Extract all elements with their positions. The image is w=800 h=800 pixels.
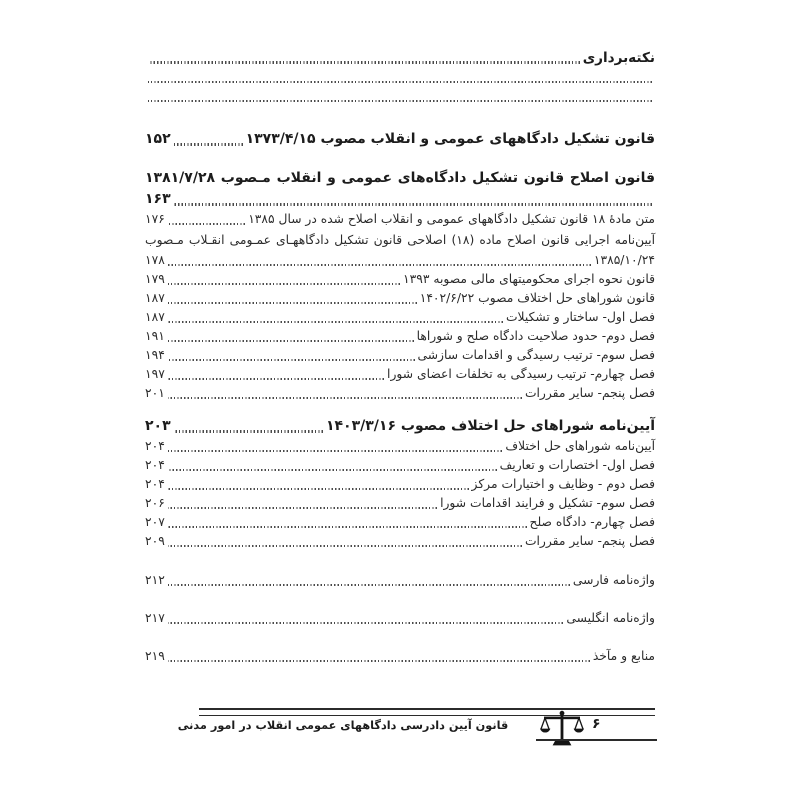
- toc-entry-label: فصل پنجم- سایر مقررات: [524, 386, 655, 400]
- toc-entry-label: منابع و مآخذ: [592, 649, 655, 663]
- toc-page-number: ۲۰۴: [145, 458, 165, 472]
- toc-entry-label: قانون تشکیل دادگاههای عمومی و انقلاب مصوب ۱۳۷۳/۴/۱۵: [245, 131, 655, 147]
- dot-leader: [148, 61, 580, 63]
- toc-entry-label: آیین‌نامه شوراهای حل اختلاف: [505, 439, 655, 453]
- toc-section-glossary-english: [145, 609, 655, 628]
- toc-page-number: ۲۰۹: [145, 534, 165, 548]
- toc-entry: [145, 48, 655, 68]
- toc-section-sources: [145, 647, 655, 666]
- toc-entry: [145, 308, 655, 327]
- footer-underline: [536, 739, 657, 741]
- toc-entry-label: فصل دوم- حدود صلاحیت دادگاه صلح و شوراها: [416, 329, 655, 343]
- dot-leader: [168, 545, 522, 547]
- toc-page-number: ۱۹۴: [145, 348, 165, 362]
- toc-page-number: ۱۷۶: [145, 212, 165, 226]
- dot-leader: [168, 397, 522, 399]
- toc-page-number: ۲۰۶: [145, 496, 165, 510]
- toc-entry: [145, 513, 655, 532]
- dot-leader: [168, 302, 417, 304]
- toc-entry: [145, 437, 655, 456]
- toc-dotted-line: [145, 68, 655, 87]
- toc-dotted-line: [145, 87, 655, 106]
- toc-entry-textline: قانون اصلاح قانون تشکیل دادگاه‌های عمومی و انقلاب مـصوب ۱۳۸۱/۷/۲۸: [145, 170, 655, 186]
- toc-page-number: ۲۱۲: [145, 573, 165, 587]
- dot-leader: [168, 321, 503, 323]
- dot-leader: [168, 622, 564, 624]
- toc-entry-label: فصل سوم- تشکیل و فرایند اقدامات شورا: [440, 496, 655, 510]
- toc-entry: [145, 365, 655, 384]
- toc-section-notes: [145, 48, 655, 106]
- toc-page-number: ۲۰۱: [145, 386, 165, 400]
- toc-page-number: ۱۵۲: [145, 131, 171, 147]
- toc-entry: [145, 384, 655, 403]
- toc-entry-label: فصل چهارم- دادگاه صلح: [529, 515, 655, 529]
- toc-page-number: ۱۸۷: [145, 291, 165, 305]
- toc-page-number: ۲۰۷: [145, 515, 165, 529]
- toc-entry: [145, 210, 655, 229]
- toc-entry-label: فصل سوم- ترتیب رسیدگی و اقدامات سازشی: [417, 348, 655, 362]
- toc-entry: [145, 129, 655, 150]
- table-of-contents: [145, 48, 655, 666]
- toc-page-number: ۱۹۷: [145, 367, 165, 381]
- toc-entry-label: نکته‌برداری: [582, 50, 655, 66]
- toc-entry: [145, 475, 655, 494]
- toc-page-number: ۱۸۷: [145, 310, 165, 324]
- dot-leader: [168, 264, 591, 266]
- toc-page-number: ۱۷۸: [145, 253, 165, 267]
- footer-rule: [199, 708, 655, 716]
- dot-leader: [148, 100, 652, 102]
- toc-page-number: ۱۶۳: [145, 191, 171, 207]
- dot-leader: [168, 378, 384, 380]
- footer-page-number: ۶: [592, 716, 601, 732]
- toc-entry-label: فصل چهارم- ترتیب رسیدگی به تخلفات اعضای شورا: [387, 367, 655, 381]
- toc-entry-label: واژه‌نامه انگلیسی: [566, 611, 655, 625]
- toc-entry: [145, 571, 655, 590]
- scales-of-justice-icon: [540, 710, 584, 748]
- toc-entry: [145, 609, 655, 628]
- dot-leader: [168, 223, 245, 225]
- toc-entry: [145, 416, 655, 437]
- toc-page-number: ۱۹۱: [145, 329, 165, 343]
- toc-page-number: ۲۰۴: [145, 439, 165, 453]
- dot-leader: [168, 526, 527, 528]
- toc-page-number: ۲۰۳: [145, 418, 171, 434]
- toc-entry-label: آیین‌نامه شوراهای حل اختلاف مصوب ۱۴۰۳/۳/۱۶: [325, 418, 655, 434]
- toc-entry-label: قانون شوراهای حل اختلاف مصوب ۱۴۰۲/۶/۲۲: [419, 291, 655, 305]
- toc-entry-label: واژه‌نامه فارسی: [572, 573, 655, 587]
- dot-leader: [168, 660, 590, 662]
- toc-section-glossary-persian: [145, 571, 655, 590]
- toc-entry-label: فصل دوم - وظایف و اختیارات مرکز: [471, 477, 655, 491]
- dot-leader: [174, 430, 323, 432]
- toc-page-number: ۲۱۹: [145, 649, 165, 663]
- toc-entry-label: ۱۳۸۵/۱۰/۲۴: [593, 253, 655, 267]
- toc-entry: [145, 270, 655, 289]
- footer-book-title: قانون آیین دادرسی دادگاههای عمومی انقلاب در امور مدنی: [177, 719, 509, 732]
- toc-entry: [145, 647, 655, 666]
- toc-page-number: ۲۰۴: [145, 477, 165, 491]
- toc-entry: [145, 251, 655, 270]
- dot-leader: [168, 340, 414, 342]
- dot-leader: [174, 143, 243, 145]
- dot-leader: [168, 450, 503, 452]
- toc-entry: [145, 327, 655, 346]
- toc-entry-label: فصل اول- اختصارات و تعاریف: [499, 458, 655, 472]
- toc-page-number: ۲۱۷: [145, 611, 165, 625]
- dot-leader: [168, 283, 400, 285]
- toc-entry-label: قانون نحوه اجرای محکومیتهای مالی مصوبه ۱۳۹۳: [403, 272, 655, 286]
- toc-entry: [145, 189, 655, 210]
- toc-entry: [145, 494, 655, 513]
- toc-entry-textline: آیین‌نامه اجرایی قانون اصلاح ماده (۱۸) اصلاحی قانون تشکیل دادگاههـای عمـومی انقـلاب مـصوب: [145, 233, 655, 247]
- dot-leader: [168, 584, 570, 586]
- dot-leader: [168, 469, 497, 471]
- dot-leader: [168, 507, 437, 509]
- toc-section-law-amendment-1381: [145, 167, 655, 403]
- dot-leader: [168, 488, 469, 490]
- toc-entry-label: متن مادۀ ۱۸ قانون تشکیل دادگاههای عمومی و انقلاب اصلاح شده در سال ۱۳۸۵: [248, 212, 655, 226]
- dot-leader: [168, 359, 415, 361]
- toc-section-bylaw-councils-1403: [145, 416, 655, 551]
- toc-section-law-courts-1373: [145, 129, 655, 150]
- dot-leader: [148, 81, 652, 83]
- toc-entry: [145, 346, 655, 365]
- toc-entry-label: فصل اول- ساختار و تشکیلات: [505, 310, 655, 324]
- dot-leader: [174, 203, 652, 205]
- toc-entry: [145, 289, 655, 308]
- toc-entry: [145, 456, 655, 475]
- toc-entry-label: فصل پنجم- سایر مقررات: [524, 534, 655, 548]
- toc-entry: [145, 532, 655, 551]
- toc-page-number: ۱۷۹: [145, 272, 165, 286]
